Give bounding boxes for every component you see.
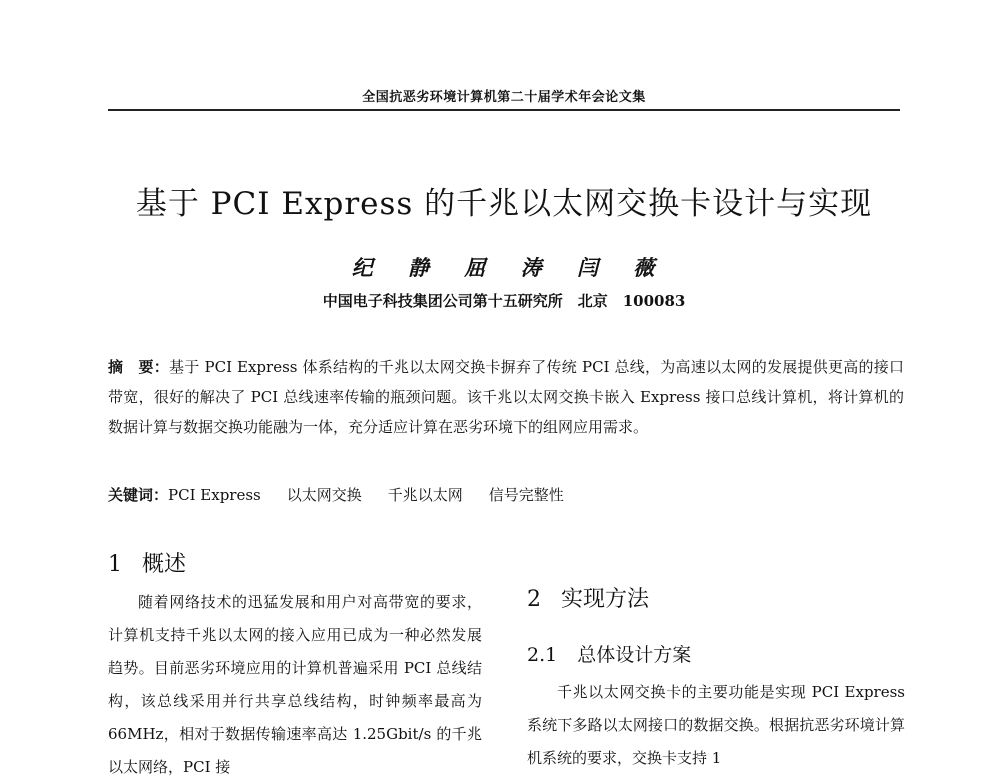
section-1-heading [108, 547, 186, 578]
section-number: 1 [108, 552, 122, 577]
section-title: 概述 [142, 552, 187, 577]
keyword: 信号完整性 [488, 486, 564, 504]
abstract-text: 基于 PCI Express 体系结构的千兆以太网交换卡摒弃了传统 PCI 总线，为高速以太网的发展提供更高的接口带宽，很好的解决了 PCI 总线速率传输的瓶颈问题。该千兆以太网交换卡嵌入 Express 接口总线计算机，将计算机的数据计算与数据交换功能融为一体，充分适应计算在恶劣环境下的组网应用需求。 [108, 358, 904, 436]
abstract-label: 摘 要： [108, 358, 169, 376]
header-rule [108, 109, 900, 111]
subsection-2-1-heading [527, 640, 691, 667]
section-2-heading [527, 582, 649, 613]
right-column [527, 676, 905, 775]
running-header: 全国抗恶劣环境计算机第二十届学术年会论文集 [362, 90, 646, 105]
keyword: 千兆以太网 [387, 486, 463, 504]
keyword: PCI Express [168, 486, 261, 504]
keywords [108, 482, 904, 508]
section-2-paragraph: 千兆以太网交换卡的主要功能是实现 PCI Express 系统下多路以太网接口的数据交换。根据抗恶劣环境计算机系统的要求，交换卡支持 1 [527, 683, 905, 767]
affiliation: 中国电子科技集团公司第十五研究所 北京 100083 [322, 292, 686, 310]
section-title: 实现方法 [561, 587, 650, 612]
paper-title: 基于 PCI Express 的千兆以太网交换卡设计与实现 [135, 186, 873, 222]
subsection-number: 2.1 [527, 644, 558, 666]
section-1-paragraph: 随着网络技术的迅猛发展和用户对高带宽的要求，计算机支持千兆以太网的接入应用已成为一种必然发展趋势。目前恶劣环境应用的计算机普遍采用 PCI 总线结构，该总线采用并行共享总线结构，时钟频率最高为 66MHz，相对于数据传输速率高达 1.25Gbit/s 的千兆以太网络，PCI 接 [108, 593, 482, 776]
authors: 纪 静 屈 涛 闫 薇 [351, 255, 657, 280]
left-column [108, 586, 482, 784]
keyword: 以太网交换 [286, 486, 362, 504]
section-number: 2 [527, 587, 541, 612]
subsection-title: 总体设计方案 [577, 644, 692, 666]
abstract [108, 352, 904, 442]
keywords-label: 关键词： [108, 486, 169, 504]
